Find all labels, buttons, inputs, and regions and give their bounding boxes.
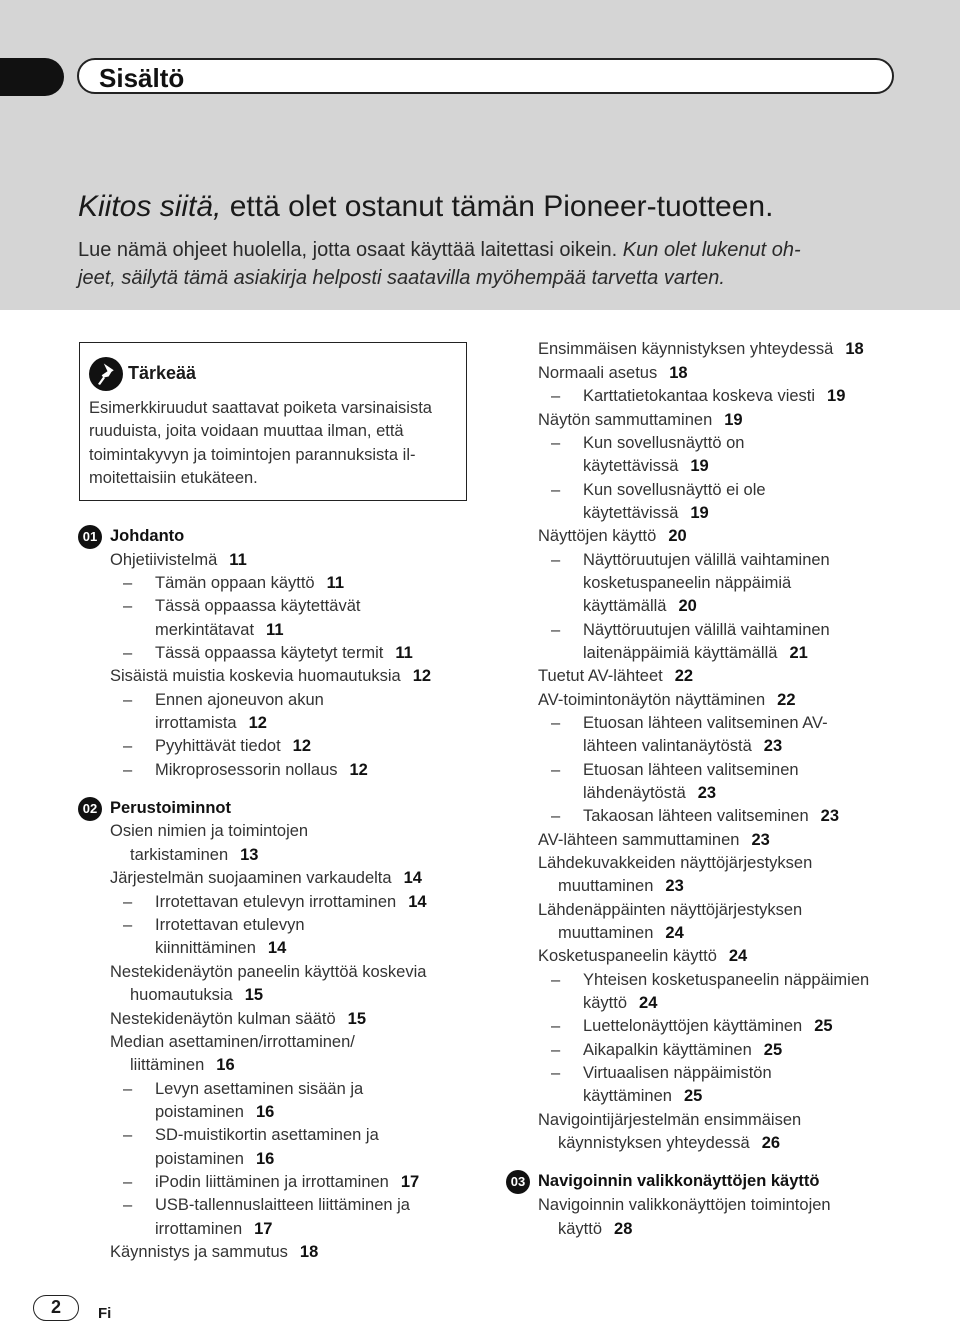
toc-entry-text: Aikapalkin käyttäminen [583, 1041, 752, 1059]
page-title: Sisältö [99, 63, 185, 93]
toc-entry[interactable] [538, 899, 802, 922]
toc-page-number: 12 [292, 737, 312, 755]
toc-dash: – [123, 574, 133, 592]
toc-page-number: 13 [240, 846, 259, 864]
toc-entry-text: Ensimmäisen käynnistyksen yhteydessä [538, 340, 834, 358]
toc-dash: – [551, 714, 561, 732]
toc-entry-text: lähteen valintanäytöstä [583, 737, 752, 755]
toc-page-number: 15 [244, 986, 264, 1004]
toc-page-number: 24 [665, 924, 684, 942]
toc-page-number: 22 [674, 667, 694, 685]
toc-page-number: 12 [412, 667, 432, 685]
page-number: 2 [33, 1295, 79, 1321]
toc-page-number: 23 [697, 784, 717, 802]
toc-entry[interactable] [123, 759, 368, 782]
toc-entry[interactable] [155, 712, 267, 735]
toc-dash: – [551, 434, 561, 452]
toc-entry[interactable] [551, 1039, 783, 1062]
toc-entry-text: huomautuksia [130, 986, 233, 1004]
toc-entry[interactable] [551, 385, 846, 408]
toc-entry-text: Yhteisen kosketuspaneelin näppäimien [583, 971, 870, 989]
toc-dash: – [551, 1041, 561, 1059]
toc-page-number: 22 [777, 691, 796, 709]
toc-entry-text: Järjestelmän suojaaminen varkaudelta [110, 869, 392, 887]
thanks-heading: Kiitos siitä, että olet ostanut tämän Pioneer-tuotteen. [78, 190, 774, 223]
section-badge: 02 [78, 797, 102, 821]
toc-entry[interactable] [130, 984, 263, 1007]
toc-dash: – [123, 916, 133, 934]
toc-entry-text: Kosketuspaneelin käyttö [538, 947, 717, 965]
toc-entry-text: Näyttöruutujen välillä vaihtaminen [583, 551, 830, 569]
toc-entry[interactable] [538, 362, 688, 385]
toc-entry[interactable] [583, 1085, 702, 1108]
toc-page-number: 11 [266, 621, 284, 639]
toc-entry-text: Pyyhittävät tiedot [155, 737, 281, 755]
important-title: Tärkeää [128, 363, 197, 383]
toc-entry[interactable] [155, 1218, 272, 1241]
toc-page-number: 12 [248, 714, 267, 732]
toc-page-number: 16 [216, 1056, 235, 1074]
toc-dash: – [123, 761, 133, 779]
toc-entry-text: irrottamista [155, 714, 237, 732]
section-title[interactable]: Navigoinnin valikkonäyttöjen käyttö [538, 1172, 820, 1190]
toc-entry[interactable] [551, 432, 745, 455]
toc-dash: – [551, 551, 561, 569]
toc-page-number: 23 [820, 807, 840, 825]
toc-entry[interactable] [551, 549, 830, 572]
toc-page-number: 23 [665, 877, 684, 895]
toc-entry-text: Irrotettavan etulevyn [155, 916, 305, 934]
toc-entry-text: Näyttöruutujen välillä vaihtaminen [583, 621, 830, 639]
toc-dash: – [551, 387, 561, 405]
toc-entry-text: Sisäistä muistia koskevia huomautuksia [110, 667, 401, 685]
toc-entry-text: muuttaminen [558, 877, 654, 895]
toc-entry[interactable] [583, 502, 709, 525]
toc-page-number: 19 [690, 504, 709, 522]
toc-entry-text: käyttämällä [583, 597, 667, 615]
toc-page-number: 20 [678, 597, 697, 615]
toc-entry[interactable] [123, 572, 345, 595]
section-badge: 01 [78, 525, 102, 549]
toc-page-number: 18 [669, 364, 688, 382]
toc-page-number: 19 [827, 387, 846, 405]
toc-entry-text: Ohjetiivistelmä [110, 551, 218, 569]
toc-dash: – [551, 807, 561, 825]
toc-entry-text: Nestekidenäytön kulman säätö [110, 1010, 336, 1028]
toc-entry[interactable] [155, 619, 284, 642]
toc-dash: – [123, 691, 133, 709]
toc-entry[interactable] [155, 1148, 274, 1171]
toc-entry[interactable] [583, 735, 782, 758]
toc-page-number: 17 [400, 1173, 420, 1191]
toc-page-number: 14 [403, 869, 422, 887]
toc-entry-text: Etuosan lähteen valitseminen AV- [583, 714, 828, 732]
toc-entry[interactable] [538, 1194, 831, 1217]
toc-entry-text: käynnistyksen yhteydessä [558, 1134, 750, 1152]
toc-page-number: 14 [267, 939, 287, 957]
section-badge: 03 [506, 1170, 530, 1194]
toc-entry[interactable] [538, 945, 747, 968]
toc-entry[interactable] [123, 891, 427, 914]
toc-entry[interactable] [538, 665, 693, 688]
toc-entry[interactable] [110, 1008, 366, 1031]
toc-entry[interactable] [551, 805, 840, 828]
toc-entry-text: Nestekidenäytön paneelin käyttöä koskevia [110, 963, 427, 981]
toc-dash: – [123, 1173, 133, 1191]
toc-entry-text: liittäminen [130, 1056, 205, 1074]
toc-entry[interactable] [538, 409, 743, 432]
toc-entry[interactable] [123, 735, 312, 758]
toc-entry-text: iPodin liittäminen ja irrottaminen [155, 1173, 389, 1191]
toc-entry[interactable] [110, 1241, 318, 1264]
toc-entry-text: AV-toimintonäytön näyttäminen [538, 691, 766, 709]
toc-page-number: 28 [614, 1220, 633, 1238]
toc-entry[interactable] [110, 549, 247, 572]
toc-entry[interactable] [583, 455, 709, 478]
toc-page-number: 16 [255, 1150, 275, 1168]
pushpin-icon [89, 357, 123, 391]
toc-page-number: 18 [845, 340, 864, 358]
toc-entry[interactable] [123, 689, 324, 712]
toc-dash: – [551, 761, 561, 779]
section-title[interactable]: Johdanto [110, 527, 185, 545]
toc-dash: – [123, 1126, 133, 1144]
toc-entry-text: käytettävissä [583, 457, 679, 475]
toc-entry[interactable] [583, 572, 791, 595]
toc-entry-text: kiinnittäminen [155, 939, 256, 957]
toc-entry[interactable] [538, 525, 687, 548]
toc-entry-text: käytettävissä [583, 504, 679, 522]
toc-entry[interactable] [558, 922, 684, 945]
toc-page-number: 26 [761, 1134, 781, 1152]
toc-entry[interactable] [123, 1171, 420, 1194]
toc-dash: – [123, 1196, 133, 1214]
language-code: Fi [98, 1305, 112, 1322]
toc-entry[interactable] [558, 1132, 780, 1155]
toc-entry[interactable] [551, 969, 870, 992]
toc-entry[interactable] [130, 844, 258, 867]
toc-entry-text: Tuetut AV-lähteet [538, 667, 663, 685]
toc-entry[interactable] [155, 937, 286, 960]
toc-dash: – [123, 597, 133, 615]
toc-entry[interactable] [110, 1031, 355, 1054]
toc-entry-text: Kun sovellusnäyttö on [583, 434, 745, 452]
toc-entry-text: Näytön sammuttaminen [538, 411, 713, 429]
toc-page-number: 19 [724, 411, 743, 429]
toc-dash: – [551, 621, 561, 639]
toc-entry[interactable] [110, 867, 422, 890]
toc-entry-text: Osien nimien ja toimintojen [110, 822, 309, 840]
toc-entry-text: Karttatietokantaa koskeva viesti [583, 387, 816, 405]
toc-entry[interactable] [583, 642, 808, 665]
toc-entry-text: USB-tallennuslaitteen liittäminen ja [155, 1196, 410, 1214]
toc-page-number: 18 [299, 1243, 319, 1261]
toc-entry[interactable] [538, 689, 796, 712]
toc-entry[interactable] [538, 1109, 801, 1132]
toc-entry-text: Navigoinnin valikkonäyttöjen toimintojen [538, 1196, 831, 1214]
toc-entry-text: käyttö [583, 994, 628, 1012]
toc-page-number: 21 [789, 644, 808, 662]
toc-entry-text: muuttaminen [558, 924, 654, 942]
toc-entry[interactable] [551, 759, 799, 782]
toc-entry[interactable] [551, 1015, 833, 1038]
toc-entry-text: Tässä oppaassa käytetyt termit [155, 644, 384, 662]
toc-entry-text: poistaminen [155, 1150, 244, 1168]
section-title[interactable]: Perustoiminnot [110, 799, 232, 817]
toc-entry-text: SD-muistikortin asettaminen ja [155, 1126, 379, 1144]
intro-text: Lue nämä ohjeet huolella, jotta osaat käyttää laitettasi oikein. Kun olet lukenut oh- jeet, säilytä tämä asiakirja helposti saatavilla myöhempää tarvetta varten. [78, 239, 801, 289]
toc-dash: – [123, 737, 133, 755]
toc-entry-text: Takaosan lähteen valitseminen [583, 807, 809, 825]
toc-entry[interactable] [558, 875, 684, 898]
toc-page-number: 25 [683, 1087, 703, 1105]
toc-page-number: 19 [690, 457, 709, 475]
toc-dash: – [551, 971, 561, 989]
toc-entry-text: Ennen ajoneuvon akun [155, 691, 324, 709]
toc-entry-text: käyttäminen [583, 1087, 672, 1105]
toc-entry-text: Lähdekuvakkeiden näyttöjärjestyksen [538, 854, 813, 872]
chapter-tab-marker [0, 58, 64, 96]
toc-entry[interactable] [583, 782, 716, 805]
toc-entry-text: Mikroprosessorin nollaus [155, 761, 338, 779]
toc-entry[interactable] [583, 595, 697, 618]
toc-dash: – [551, 1064, 561, 1082]
toc-entry-text: Normaali asetus [538, 364, 658, 382]
toc-page-number: 14 [408, 893, 427, 911]
toc-entry-text: tarkistaminen [130, 846, 229, 864]
toc-entry-text: Lähdenäppäinten näyttöjärjestyksen [538, 901, 803, 919]
toc-entry[interactable] [538, 338, 864, 361]
toc-entry-text: Tämän oppaan käyttö [155, 574, 315, 592]
toc-entry[interactable] [123, 595, 361, 618]
toc-entry-text: Luettelonäyttöjen käyttäminen [583, 1017, 803, 1035]
toc-page-number: 25 [763, 1041, 783, 1059]
toc-page-number: 23 [751, 831, 770, 849]
toc-entry-text: Median asettaminen/irrottaminen/ [110, 1033, 355, 1051]
toc-page-number: 11 [229, 551, 247, 569]
toc-entry[interactable] [110, 820, 308, 843]
toc-page-number: 24 [728, 947, 748, 965]
toc-entry-text: Virtuaalisen näppäimistön [583, 1064, 772, 1082]
toc-entry[interactable] [583, 992, 657, 1015]
toc-entry[interactable] [558, 1218, 632, 1241]
toc-page-number: 20 [668, 527, 687, 545]
toc-entry-text: Navigointijärjestelmän ensimmäisen [538, 1111, 802, 1129]
toc-page-number: 11 [326, 574, 345, 592]
toc-page-number: 17 [254, 1220, 273, 1238]
toc-entry-text: laitenäppäimiä käyttämällä [583, 644, 778, 662]
toc-entry[interactable] [551, 712, 828, 735]
toc-entry-text: käyttö [558, 1220, 603, 1238]
important-notice-box [79, 342, 467, 501]
toc-entry-text: kosketuspaneelin näppäimiä [583, 574, 792, 592]
toc-entry[interactable] [155, 1101, 274, 1124]
toc-page-number: 11 [395, 644, 413, 662]
toc-entry-text: Levyn asettaminen sisään ja [155, 1080, 364, 1098]
toc-dash: – [551, 481, 561, 499]
toc-entry[interactable] [130, 1054, 235, 1077]
toc-page-number: 25 [814, 1017, 833, 1035]
toc-entry[interactable] [551, 1062, 772, 1085]
toc-entry-text: Tässä oppaassa käytettävät [155, 597, 361, 615]
toc-entry[interactable] [551, 479, 766, 502]
toc-dash: – [551, 1017, 561, 1035]
toc-page-number: 23 [763, 737, 783, 755]
toc-entry[interactable] [110, 665, 431, 688]
toc-entry-text: Näyttöjen käyttö [538, 527, 657, 545]
toc-entry-text: poistaminen [155, 1103, 244, 1121]
toc-page-number: 24 [639, 994, 658, 1012]
important-text: Esimerkkiruudut saattavat poiketa varsinaisista ruuduista, joita voidaan muuttaa ilman, että toimintakyvyn ja toimintojen parannuksista il- moitettaisiin etukäteen. [89, 399, 432, 488]
toc-entry-text: merkintätavat [155, 621, 255, 639]
toc-entry[interactable] [123, 1078, 364, 1101]
toc-dash: – [123, 1080, 133, 1098]
toc-entry[interactable] [551, 619, 830, 642]
toc-page-number: 12 [349, 761, 368, 779]
toc-dash: – [123, 644, 133, 662]
toc-entry[interactable] [538, 829, 770, 852]
toc-entry[interactable] [538, 852, 812, 875]
toc-entry[interactable] [123, 642, 413, 665]
toc-entry[interactable] [123, 1194, 410, 1217]
toc-entry[interactable] [110, 961, 426, 984]
toc-entry-text: AV-lähteen sammuttaminen [538, 831, 740, 849]
toc-entry-text: irrottaminen [155, 1220, 243, 1238]
toc-dash: – [123, 893, 133, 911]
toc-entry-text: Etuosan lähteen valitseminen [583, 761, 799, 779]
toc-entry-text: lähdenäytöstä [583, 784, 686, 802]
title-bar [77, 58, 894, 94]
toc-entry-text: Käynnistys ja sammutus [110, 1243, 288, 1261]
toc-page-number: 16 [255, 1103, 275, 1121]
toc-entry-text: Kun sovellusnäyttö ei ole [583, 481, 766, 499]
toc-page-number: 15 [347, 1010, 366, 1028]
toc-entry[interactable] [123, 1124, 379, 1147]
toc-entry-text: Irrotettavan etulevyn irrottaminen [155, 893, 397, 911]
toc-entry[interactable] [123, 914, 305, 937]
